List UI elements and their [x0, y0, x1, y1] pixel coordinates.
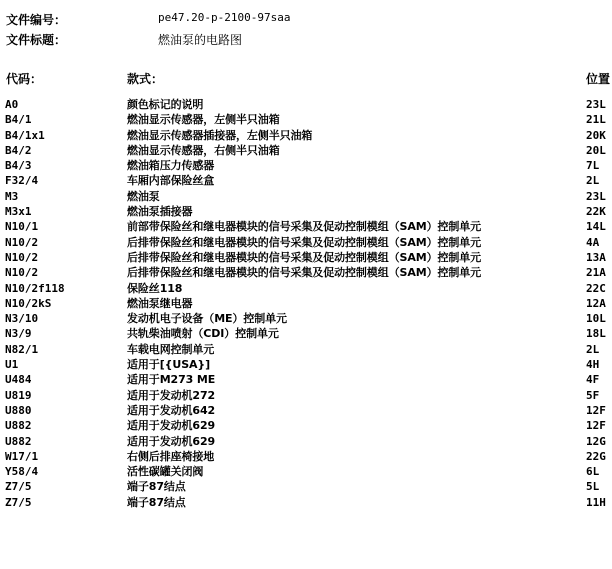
- grid-position: 20K: [586, 128, 606, 142]
- component-description: 后排带保险丝和继电器模块的信号采集及促动控制模组（SAM）控制单元: [127, 250, 482, 264]
- table-row: [0, 173, 612, 188]
- table-row: [0, 250, 612, 265]
- grid-position: 12A: [586, 296, 606, 310]
- component-description: 前部带保险丝和继电器模块的信号采集及促动控制模组（SAM）控制单元: [127, 220, 482, 234]
- component-description: 适用于M273 ME: [127, 373, 216, 387]
- grid-position: 21L: [586, 113, 606, 127]
- table-row: [0, 388, 612, 403]
- grid-position: 22K: [586, 205, 606, 219]
- table-row: [0, 143, 612, 158]
- component-code: N10/2f118: [5, 281, 65, 295]
- component-code: U819: [5, 388, 32, 402]
- table-row: [0, 418, 612, 433]
- file-title-label: 文件标题：: [6, 33, 67, 47]
- component-description: 端子87结点: [127, 495, 186, 509]
- file-number-value: pe47.20-p-2100-97saa: [158, 11, 291, 24]
- table-row: [0, 372, 612, 387]
- component-description: 共轨柴油喷射（CDI）控制单元: [127, 327, 279, 341]
- component-description: 适用于发动机272: [127, 388, 216, 402]
- grid-position: 5L: [586, 480, 600, 494]
- component-description: 适用于[{USA}]: [127, 358, 211, 372]
- table-row: [0, 281, 612, 296]
- component-description: 端子87结点: [127, 480, 186, 494]
- component-code: Y58/4: [5, 465, 39, 479]
- grid-position: 23L: [586, 98, 606, 111]
- table-row: [0, 128, 612, 143]
- component-description: 后排带保险丝和继电器模块的信号采集及促动控制模组（SAM）控制单元: [127, 266, 482, 280]
- component-description: 适用于发动机629: [127, 419, 216, 433]
- component-code: U484: [5, 373, 32, 387]
- table-row: [0, 326, 612, 341]
- component-description: 活性碳罐关闭阀: [127, 465, 204, 479]
- grid-position: 12F: [586, 403, 606, 417]
- grid-position: 22G: [586, 449, 606, 463]
- grid-position: 22C: [586, 281, 606, 295]
- component-description: 燃油箱压力传感器: [127, 159, 215, 173]
- grid-position: 6L: [586, 465, 600, 479]
- component-code: A0: [5, 98, 19, 111]
- component-description: 车载电网控制单元: [127, 342, 215, 356]
- component-code: U882: [5, 419, 32, 433]
- table-row: [0, 464, 612, 479]
- position-column-header: 位置: [586, 72, 611, 86]
- component-code: U880: [5, 403, 32, 417]
- component-code: M3: [5, 189, 19, 203]
- table-row: [0, 296, 612, 311]
- component-description: 适用于发动机642: [127, 403, 216, 417]
- component-code: N3/9: [5, 327, 32, 341]
- component-code: U1: [5, 358, 19, 372]
- component-description: 保险丝118: [127, 281, 183, 295]
- table-row: [0, 219, 612, 234]
- component-description: 燃油泵插接器: [127, 205, 193, 219]
- table-row: [0, 97, 612, 112]
- grid-position: 4A: [586, 235, 600, 249]
- component-description: 燃油显示传感器，右侧半只油箱: [127, 143, 280, 157]
- table-row: [0, 357, 612, 372]
- code-column-header: 代码：: [6, 72, 43, 86]
- file-title-value: 燃油泵的电路图: [158, 33, 243, 47]
- table-row: [0, 265, 612, 280]
- table-row: [0, 112, 612, 127]
- component-code: N10/2: [5, 250, 39, 264]
- component-code: N10/1: [5, 220, 39, 234]
- component-description: 燃油泵: [127, 189, 160, 203]
- table-row: [0, 189, 612, 204]
- grid-position: 7L: [586, 159, 600, 173]
- table-row: [0, 158, 612, 173]
- component-code: F32/4: [5, 174, 39, 188]
- component-code: B4/1x1: [5, 128, 45, 142]
- grid-position: 10L: [586, 312, 606, 326]
- table-row: [0, 342, 612, 357]
- component-description: 燃油泵继电器: [127, 296, 193, 310]
- table-row: [0, 235, 612, 250]
- grid-position: 12G: [586, 434, 606, 448]
- legend-table: [0, 97, 612, 510]
- component-code: B4/1: [5, 113, 32, 127]
- table-row: [0, 434, 612, 449]
- grid-position: 23L: [586, 189, 606, 203]
- component-code: N82/1: [5, 342, 39, 356]
- component-code: N10/2: [5, 266, 39, 280]
- component-code: N3/10: [5, 312, 39, 326]
- component-code: N10/2: [5, 235, 39, 249]
- component-code: N10/2kS: [5, 296, 52, 310]
- table-row: [0, 479, 612, 494]
- grid-position: 20L: [586, 143, 606, 157]
- file-number-label: 文件编号：: [6, 13, 67, 27]
- table-row: [0, 449, 612, 464]
- style-column-header: 款式：: [127, 72, 164, 86]
- component-code: Z7/5: [5, 495, 32, 509]
- component-description: 燃油显示传感器插接器，左侧半只油箱: [127, 128, 313, 142]
- grid-position: 2L: [586, 174, 600, 188]
- component-description: 发动机电子设备（ME）控制单元: [127, 312, 287, 326]
- component-code: Z7/5: [5, 480, 32, 494]
- grid-position: 5F: [586, 388, 600, 402]
- grid-position: 12F: [586, 419, 606, 433]
- grid-position: 14L: [586, 220, 606, 234]
- grid-position: 21A: [586, 266, 606, 280]
- component-description: 颜色标记的说明: [127, 98, 204, 111]
- table-row: [0, 403, 612, 418]
- grid-position: 4F: [586, 373, 600, 387]
- grid-position: 4H: [586, 358, 600, 372]
- component-description: 车厢内部保险丝盒: [127, 174, 215, 188]
- component-code: W17/1: [5, 449, 39, 463]
- component-description: 燃油显示传感器，左侧半只油箱: [127, 113, 280, 127]
- component-code: B4/2: [5, 143, 32, 157]
- component-description: 右侧后排座椅接地: [127, 449, 215, 463]
- grid-position: 18L: [586, 327, 606, 341]
- component-description: 适用于发动机629: [127, 434, 216, 448]
- grid-position: 11H: [586, 495, 606, 509]
- component-code: M3x1: [5, 205, 32, 219]
- table-row: [0, 311, 612, 326]
- component-code: B4/3: [5, 159, 32, 173]
- table-row: [0, 204, 612, 219]
- grid-position: 2L: [586, 342, 600, 356]
- component-code: U882: [5, 434, 32, 448]
- component-description: 后排带保险丝和继电器模块的信号采集及促动控制模组（SAM）控制单元: [127, 235, 482, 249]
- table-row: [0, 495, 612, 510]
- grid-position: 13A: [586, 250, 606, 264]
